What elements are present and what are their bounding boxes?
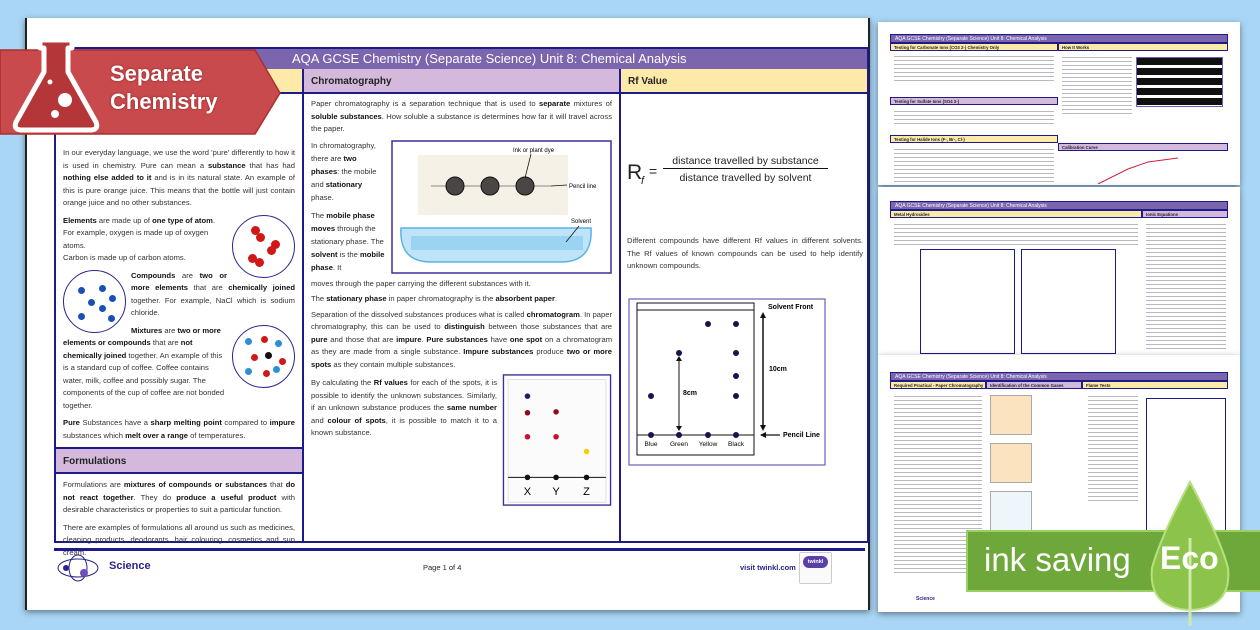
hydroxide-table xyxy=(920,249,1015,354)
text-run: have xyxy=(487,334,510,344)
melting-point-paragraph xyxy=(63,417,295,442)
thumbnail-heading: Required Practical - Paper Chromatography xyxy=(890,381,986,389)
text-run: of temperatures. xyxy=(187,430,246,440)
text-run: that xyxy=(267,480,286,489)
section-header-formulations: Formulations xyxy=(56,449,302,474)
text-run: Formulations are xyxy=(63,480,124,489)
formula-denominator: distance travelled by solvent xyxy=(679,172,812,184)
bold-text: two or more spots xyxy=(311,347,612,369)
chromatography-intro xyxy=(311,98,612,136)
page-number: Page 1 of 4 xyxy=(423,563,462,572)
bold-text: colour of spots xyxy=(327,415,386,425)
thumbnail-heading: Flame Tests xyxy=(1082,381,1228,389)
thumbnail-heading: Testing for Carbonate Ions (CO3 2-) Chemistry Only xyxy=(890,43,1058,51)
text-run: with desirable characteristics or properties to suit a particular function. xyxy=(63,492,295,514)
thumbnail-title: AQA GCSE Chemistry (Separate Science) Unit 8: Chemical Analysis xyxy=(890,201,1228,210)
text-run: Different compounds have different Rf values in different solvents. The Rf values of known compounds can be used to help identify unknown compounds. xyxy=(627,236,863,270)
text-run: and is in its natural state. An example of this is pure orange juice. This means that the bottle will just contain orange juice and no other substances. xyxy=(63,173,296,207)
text-run: is the xyxy=(337,249,360,259)
bold-text: mixtures of compounds or substances xyxy=(123,480,268,489)
text-run: compared to xyxy=(221,418,270,427)
text-run: together. For example, NaCl which is sodium chloride. xyxy=(131,295,295,317)
footer-divider xyxy=(54,548,865,551)
green-distance-label: 8cm xyxy=(683,390,698,397)
bold-text: Pure xyxy=(63,418,80,427)
bold-text: substance xyxy=(208,160,246,170)
text-run: that are xyxy=(150,338,181,347)
text-run: . xyxy=(421,334,427,344)
text-run: between those substances that are xyxy=(484,322,612,331)
label-black: Black xyxy=(728,441,744,448)
bold-text: chemically joined xyxy=(228,283,295,292)
text-run: : the mobile and xyxy=(311,166,377,189)
twinkl-logo: twinkl xyxy=(803,556,828,568)
bold-text: melt over a range xyxy=(125,430,188,440)
text-run: on a chromatogram as they are made from a single substance. xyxy=(311,334,613,356)
label-x: X xyxy=(523,485,532,498)
text-run: Paper chromatography is a separation technique that is used to xyxy=(311,99,539,108)
bold-text: do not react together xyxy=(63,480,295,502)
bold-text: stationary xyxy=(325,179,363,189)
bold-text: impure xyxy=(396,334,422,344)
formulations-paragraph xyxy=(63,479,295,517)
thumbnail-footer: Science xyxy=(916,596,935,602)
text-run: Separation of the dissolved substances produces what is called xyxy=(311,309,527,319)
label-blue: Blue xyxy=(644,441,658,448)
text-run: In our everyday language, we use the word 'pure' differently to how it is used in chemistry. Pure can mean a xyxy=(63,148,295,170)
bold-text: mobile phase moves xyxy=(311,210,375,233)
bold-text: chromatogram xyxy=(526,309,580,319)
solvent-front-label: Solvent Front xyxy=(768,304,814,311)
emission-spectra-image xyxy=(1136,57,1223,107)
bold-text: stationary phase xyxy=(326,294,387,303)
label-green: Green xyxy=(669,441,689,448)
calibration-curve-image xyxy=(1088,154,1198,184)
text-run: Carbon is made up of carbon atoms. xyxy=(63,253,186,262)
label-y: Y xyxy=(552,485,560,498)
rf-formula xyxy=(627,153,863,193)
bold-text: nothing else added to it xyxy=(63,173,152,182)
elements-molecule-image xyxy=(232,215,295,278)
formulations-body xyxy=(56,474,302,559)
banner-title xyxy=(110,60,218,116)
solvent-label: Solvent xyxy=(571,218,592,225)
bold-text: distinguish xyxy=(444,322,485,331)
text-run: mixtures of xyxy=(570,99,612,108)
bold-text: Rf values xyxy=(373,378,408,387)
pencil-line-label: Pencil line xyxy=(569,183,597,190)
bold-text: sharp melting point xyxy=(150,418,222,427)
spot-x-blue xyxy=(525,393,531,399)
thumbnail-page-3[interactable] xyxy=(878,187,1240,355)
pencil-line-label: Pencil Line xyxy=(783,432,820,439)
bold-text: Pure substances xyxy=(426,334,488,344)
rf-paragraph xyxy=(627,235,863,273)
text-run: The xyxy=(311,210,327,220)
bold-text: separate xyxy=(538,99,571,108)
bold-text: impure xyxy=(269,418,295,427)
text-run: Substances have a xyxy=(79,418,151,427)
thumbnail-title: AQA GCSE Chemistry (Separate Science) Unit 8: Chemical Analysis xyxy=(890,34,1228,43)
stationary-phase-paragraph xyxy=(311,293,612,306)
thumbnail-heading: How It Works xyxy=(1058,43,1228,51)
text-run: . They do xyxy=(133,492,177,502)
compounds-molecule-image xyxy=(63,270,126,333)
column-chromatography xyxy=(304,69,621,541)
section-header-chromatography: Chromatography xyxy=(304,69,619,94)
mobile-phase-continued xyxy=(311,278,612,291)
text-run: and xyxy=(311,415,328,425)
text-run: . For example, oxygen is made up of oxygen atoms. xyxy=(63,215,215,250)
text-run: that are xyxy=(188,283,229,292)
mixtures-molecule-image xyxy=(232,325,295,388)
text-run: produce xyxy=(533,347,567,356)
bold-text: one spot xyxy=(509,334,543,344)
bold-text: soluble substances xyxy=(311,111,382,121)
banner-line-1: Separate xyxy=(110,61,203,86)
solvent-distance-label: 10cm xyxy=(769,366,787,373)
text-run: and those that are xyxy=(327,334,397,344)
science-logo-icon xyxy=(54,553,102,583)
formula-numerator: distance travelled by substance xyxy=(663,155,828,169)
rf-subscript: f xyxy=(641,175,645,187)
text-run: are made up of xyxy=(96,215,153,225)
pure-intro-paragraph xyxy=(63,147,295,210)
equals-sign: = xyxy=(649,163,658,179)
footer-subject: Science xyxy=(109,560,151,572)
text-run: . How soluble a substance is determines how far it will travel across the paper. xyxy=(311,111,612,133)
ink-saving-label: ink saving xyxy=(984,541,1131,578)
thumbnail-heading: Testing for Halide Ions (F-, Br-, Cl-) xyxy=(890,135,1058,143)
bold-text: absorbent paper xyxy=(495,294,555,303)
label-yellow: Yellow xyxy=(698,441,718,448)
separation-paragraph xyxy=(311,309,612,372)
thumbnail-heading: Calibration Curve xyxy=(1058,143,1228,151)
spot-x-red xyxy=(525,434,531,440)
bold-text: not chemically joined xyxy=(63,338,193,360)
thumbnail-heading: Metal Hydroxides xyxy=(890,210,1142,218)
text-run: moves through the paper carrying the different substances with it. xyxy=(311,278,531,288)
thumbnail-page-2[interactable] xyxy=(878,22,1240,185)
text-run: as they contain multiple substances. xyxy=(331,359,456,369)
spot-y-darkred xyxy=(553,409,559,415)
text-run: substances which xyxy=(63,430,126,440)
text-run: through the stationary phase. The xyxy=(311,223,384,246)
bold-text: same number xyxy=(446,403,497,412)
text-run: are xyxy=(162,325,178,335)
spot-x-darkred xyxy=(525,410,531,416)
banner-line-2: Chemistry xyxy=(110,89,218,114)
thumbnail-heading: Identification of the Common Gases xyxy=(986,381,1082,389)
xyz-chromatogram-diagram xyxy=(502,374,612,506)
text-run: There are examples of formulations all around us such as medicines, cleaning products, deodorants, hair colouring, cosmetics and sun cream. xyxy=(63,522,295,557)
bold-text: two or more elements or compounds xyxy=(63,325,221,347)
bold-text: produce a useful product xyxy=(176,492,277,502)
bold-text: solvent xyxy=(311,249,338,259)
bold-text: pure xyxy=(311,334,328,344)
bold-text: two phases xyxy=(311,153,357,176)
bold-text: Elements xyxy=(63,215,97,225)
text-run: . In paper chromatography, this can be used to xyxy=(311,309,612,331)
worksheet-title: AQA GCSE Chemistry (Separate Science) Unit 8: Chemical Analysis xyxy=(56,49,867,69)
thumbnail-heading: Ionic Equations xyxy=(1142,210,1228,218)
text-run: are xyxy=(175,270,200,280)
text-run: that has had xyxy=(245,160,295,170)
hydroxide-table xyxy=(1021,249,1116,354)
twinkl-link[interactable]: visit twinkl.com xyxy=(740,563,796,572)
bold-text: Mixtures xyxy=(131,325,163,335)
bold-text: one type of atom xyxy=(152,215,213,225)
text-run: . It xyxy=(332,262,342,272)
pure-section-body xyxy=(56,94,302,442)
chromatography-apparatus-diagram xyxy=(391,140,612,274)
text-run: in paper chromatography is the xyxy=(386,294,496,303)
quality-badge xyxy=(799,552,832,584)
text-run: for each of the spots, it is possible to identify the unknown substances. Similarly, if an unknown substance produces the xyxy=(311,378,498,412)
text-run: . xyxy=(554,294,558,303)
text-run: together. An example of this is a standard cup of coffee. Coffee contains water, milk, coffee and possibly sugar. The components of the cup of coffee are not bonded together. xyxy=(63,350,225,410)
bold-text: Impure substances xyxy=(463,347,534,356)
rf-symbol: R xyxy=(627,161,643,184)
text-run: By calculating the xyxy=(311,378,374,387)
text-run: The xyxy=(311,294,327,303)
chromatography-body xyxy=(304,94,619,498)
spot-z-yellow xyxy=(584,449,590,455)
section-divider xyxy=(56,447,302,474)
thumbnail-title: AQA GCSE Chemistry (Separate Science) Unit 8: Chemical Analysis xyxy=(890,372,1228,381)
spot-y-red xyxy=(553,434,559,440)
text-run: In chromatography, there are xyxy=(311,140,376,163)
rf-chromatogram-diagram xyxy=(628,298,826,468)
thumbnail-heading: Testing for Sulfate Ions (SO4 2-) xyxy=(890,97,1058,105)
section-header-rf: Rf Value xyxy=(621,69,867,94)
bold-text: mobile phase xyxy=(311,249,385,272)
eco-label: Eco xyxy=(1160,540,1219,576)
column-rf-value xyxy=(621,69,867,541)
label-z: Z xyxy=(583,485,590,498)
ink-label: Ink or plant dye xyxy=(513,147,555,154)
bold-text: two or more elements xyxy=(131,270,227,292)
text-run: phase. xyxy=(311,192,334,202)
bold-text: Compounds xyxy=(131,270,176,280)
text-run: , it is possible to match it to a known substance. xyxy=(311,415,498,437)
